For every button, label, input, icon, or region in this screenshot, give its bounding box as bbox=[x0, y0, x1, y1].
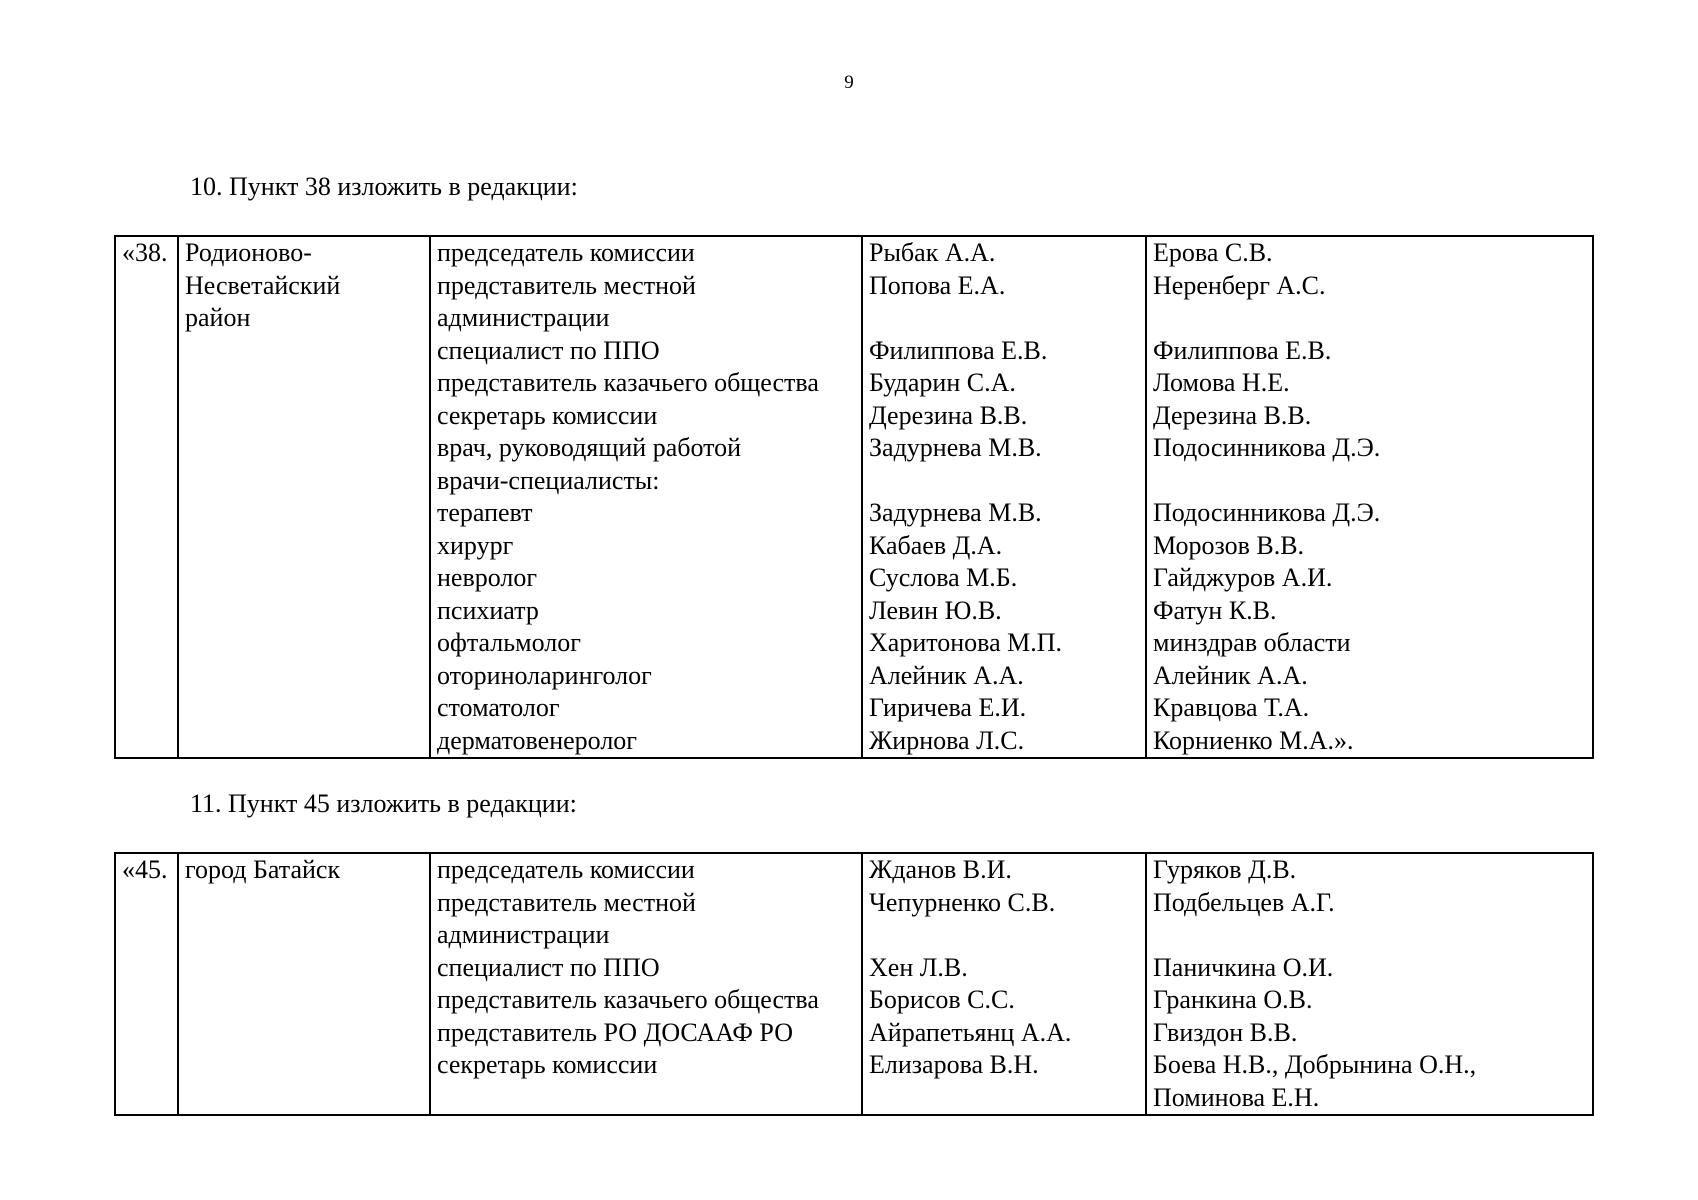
item-number-cell bbox=[115, 853, 178, 1115]
district-cell bbox=[178, 853, 430, 1115]
cell-line: Гуряков Д.В. bbox=[1153, 855, 1297, 884]
district-lines bbox=[185, 237, 429, 335]
cell-line: Корниенко М.А.». bbox=[1153, 725, 1354, 755]
cell-line: специалист по ППО bbox=[437, 952, 660, 982]
cell-line: терапевт bbox=[437, 498, 533, 527]
member-lines bbox=[869, 854, 1145, 1082]
cell-line: Кабаев Д.А. bbox=[869, 530, 1003, 560]
cell-line: Жданов В.И. bbox=[869, 855, 1012, 884]
cell-line: Морозов В.В. bbox=[1153, 530, 1305, 560]
cell-line: Елизарова В.Н. bbox=[869, 1050, 1039, 1079]
cell-line: стоматолог bbox=[437, 693, 560, 722]
cell-line: Гиричева Е.И. bbox=[869, 693, 1027, 722]
section-heading-item-38: 10. Пункт 38 изложить в редакции: bbox=[190, 172, 578, 201]
cell-line: Гайджуров А.И. bbox=[1153, 563, 1333, 592]
cell-line: Подосинникова Д.Э. bbox=[1153, 433, 1381, 462]
cell-line: Хен Л.В. bbox=[869, 952, 968, 982]
cell-line: Гвиздон В.В. bbox=[1153, 1017, 1298, 1047]
cell-line: Попова Е.А. bbox=[869, 270, 1006, 300]
commission-table-item-38 bbox=[114, 235, 1594, 759]
cell-line: представитель казачьего общества bbox=[437, 368, 819, 397]
reserve-lines bbox=[1153, 854, 1592, 1114]
members-cell bbox=[862, 236, 1146, 758]
cell-line: Кравцова Т.А. bbox=[1153, 693, 1310, 722]
cell-line: Боева Н.В., Добрынина О.Н., bbox=[1153, 1050, 1477, 1079]
page-number: 9 bbox=[844, 72, 854, 93]
cell-line bbox=[1153, 302, 1592, 335]
roles-cell bbox=[430, 853, 862, 1115]
cell-line: Алейник А.А. bbox=[1153, 660, 1308, 690]
cell-line bbox=[869, 302, 1145, 335]
cell-line: секретарь комиссии bbox=[437, 1050, 658, 1079]
cell-line: Паничкина О.И. bbox=[1153, 952, 1334, 982]
cell-line bbox=[869, 919, 1145, 952]
cell-line: врач, руководящий работой bbox=[437, 433, 742, 462]
role-lines bbox=[437, 854, 861, 1082]
cell-line: Дерезина В.В. bbox=[869, 400, 1028, 430]
cell-line: офтальмолог bbox=[437, 628, 581, 657]
district-cell bbox=[178, 236, 430, 758]
cell-line: Алейник А.А. bbox=[869, 660, 1024, 690]
cell-line: Айрапетьянц А.А. bbox=[869, 1017, 1072, 1047]
cell-line: оториноларинголог bbox=[437, 660, 652, 690]
cell-line bbox=[1153, 465, 1592, 498]
cell-line: представитель местной bbox=[437, 887, 696, 917]
cell-line bbox=[1153, 919, 1592, 952]
cell-line: Филиппова Е.В. bbox=[869, 335, 1048, 365]
cell-line: Поминова Е.Н. bbox=[1153, 1082, 1320, 1112]
cell-line: Подбельцев А.Г. bbox=[1153, 887, 1335, 917]
cell-line: председатель комиссии bbox=[437, 855, 695, 884]
cell-line: психиатр bbox=[437, 595, 539, 625]
cell-line: Дерезина В.В. bbox=[1153, 400, 1312, 430]
cell-line: Гранкина О.В. bbox=[1153, 985, 1313, 1014]
table-row bbox=[115, 236, 1593, 758]
table-row bbox=[115, 853, 1593, 1115]
item-number-cell bbox=[115, 236, 178, 758]
cell-line: представитель казачьего общества bbox=[437, 985, 819, 1014]
section-heading-item-45: 11. Пункт 45 изложить в редакции: bbox=[190, 789, 577, 818]
cell-line bbox=[869, 465, 1145, 498]
reserve-lines bbox=[1153, 237, 1592, 757]
cell-line: район bbox=[185, 303, 251, 332]
commission-table-item-45 bbox=[114, 852, 1594, 1116]
cell-line: Харитонова М.П. bbox=[869, 628, 1063, 657]
cell-line: город Батайск bbox=[185, 855, 341, 884]
cell-line: администрации bbox=[437, 303, 610, 332]
reserve-cell bbox=[1146, 236, 1593, 758]
role-lines bbox=[437, 237, 861, 757]
cell-line: дерматовенеролог bbox=[437, 725, 637, 755]
cell-line: Ломова Н.Е. bbox=[1153, 368, 1290, 397]
cell-line: Подосинникова Д.Э. bbox=[1153, 498, 1381, 527]
cell-line: Жирнова Л.С. bbox=[869, 725, 1025, 755]
cell-line: Фатун К.В. bbox=[1153, 595, 1277, 625]
item-number: «45. bbox=[122, 855, 168, 884]
cell-line: Задурнева М.В. bbox=[869, 498, 1042, 527]
cell-line: хирург bbox=[437, 530, 514, 560]
cell-line: Филиппова Е.В. bbox=[1153, 335, 1332, 365]
cell-line: врачи-специалисты: bbox=[437, 465, 660, 495]
cell-line: Левин Ю.В. bbox=[869, 595, 1002, 625]
members-cell bbox=[862, 853, 1146, 1115]
item-number: «38. bbox=[122, 238, 168, 267]
cell-line: Ерова С.В. bbox=[1153, 238, 1273, 267]
cell-line: специалист по ППО bbox=[437, 335, 660, 365]
cell-line: невролог bbox=[437, 563, 538, 592]
district-lines bbox=[185, 854, 429, 887]
cell-line: Борисов С.С. bbox=[869, 985, 1015, 1014]
cell-line: Рыбак А.А. bbox=[869, 238, 996, 267]
cell-line: Родионово- bbox=[185, 238, 312, 267]
cell-line: администрации bbox=[437, 920, 610, 949]
cell-line: председатель комиссии bbox=[437, 238, 695, 267]
cell-line: представитель местной bbox=[437, 270, 696, 300]
cell-line: секретарь комиссии bbox=[437, 400, 658, 430]
cell-line: Суслова М.Б. bbox=[869, 563, 1018, 592]
member-lines bbox=[869, 237, 1145, 757]
cell-line: Несветайский bbox=[185, 270, 341, 300]
roles-cell bbox=[430, 236, 862, 758]
cell-line: Чепурненко С.В. bbox=[869, 887, 1056, 917]
cell-line: Задурнева М.В. bbox=[869, 433, 1042, 462]
cell-line: Бударин С.А. bbox=[869, 368, 1016, 397]
cell-line: Неренберг А.С. bbox=[1153, 270, 1326, 300]
cell-line: представитель РО ДОСААФ РО bbox=[437, 1017, 793, 1047]
reserve-cell bbox=[1146, 853, 1593, 1115]
cell-line: минздрав области bbox=[1153, 628, 1351, 657]
